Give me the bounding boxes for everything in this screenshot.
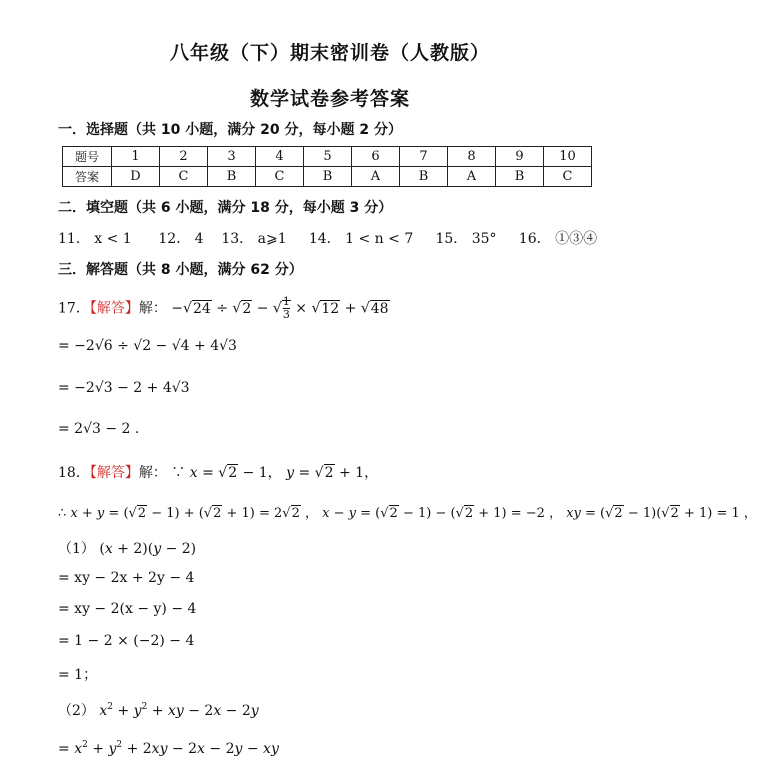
table-cell: C xyxy=(544,167,592,187)
table-cell: A xyxy=(352,167,400,187)
table-row-answers xyxy=(63,167,592,187)
document-subtitle: 数学试卷参考答案 xyxy=(249,88,410,110)
q17-step1: = −2√6 ÷ √2 − √4 + 4√3 xyxy=(58,338,237,354)
table-header-number: 题号 xyxy=(63,147,112,167)
answer-prefix: 解： xyxy=(138,465,167,481)
table-cell: B xyxy=(496,167,544,187)
q18-derived: ∴ x + y = (√2 − 1) + (√2 + 1) = 2√2 ， x − y = (√2 − 1) − (√2 + 1) = −2 ， xy = (√2 − 1)(√2 + 1) = 1 ， xyxy=(58,506,757,521)
table-cell: 4 xyxy=(256,147,304,167)
table-cell: 10 xyxy=(544,147,592,167)
table-row-numbers xyxy=(63,147,592,167)
q18-part1: （1） (x + 2)(y − 2) xyxy=(58,541,197,557)
table-cell: D xyxy=(112,167,160,187)
q18-part1-step1: = xy − 2x + 2y − 4 xyxy=(58,570,195,586)
q17-step3: = 2√3 − 2 . xyxy=(58,421,140,437)
q17-step2: = −2√3 − 2 + 4√3 xyxy=(58,380,190,396)
table-cell: 8 xyxy=(448,147,496,167)
table-cell: A xyxy=(448,167,496,187)
q17-header xyxy=(58,296,390,321)
q18-part1-step2: = xy − 2(x − y) − 4 xyxy=(58,601,197,617)
table-cell: 3 xyxy=(208,147,256,167)
q18-number: 18． xyxy=(58,465,90,481)
table-cell: C xyxy=(256,167,304,187)
section3-heading: 三．解答题（共 8 小题，满分 62 分） xyxy=(58,262,303,278)
table-cell: 9 xyxy=(496,147,544,167)
answer-prefix: 解： xyxy=(138,300,167,317)
table-header-answer: 答案 xyxy=(63,167,112,187)
q17-number: 17． xyxy=(58,300,90,317)
table-cell: 1 xyxy=(112,147,160,167)
q18-part2: （2） $x^2 + y^2$ + xy − 2x − 2y xyxy=(58,702,259,719)
q18-part1-step3: = 1 − 2 × (−2) − 4 xyxy=(58,633,195,649)
table-cell: C xyxy=(160,167,208,187)
fill-in-answers: 11． x < 1 12． 4 13． a⩾1 14． 1 < n < 7 15． 35° 16． ①③④ xyxy=(58,231,598,247)
q18-given: ∵ x = √2 − 1， y = √2 + 1， xyxy=(171,465,379,481)
table-cell: B xyxy=(208,167,256,187)
q18-part1-label: （1） xyxy=(58,541,95,557)
q18-header xyxy=(58,462,378,482)
table-cell: 7 xyxy=(400,147,448,167)
table-cell: 5 xyxy=(304,147,352,167)
q18-part2-step1: = $x^2 + y^2 + 2xy - 2x - 2y$ − xy xyxy=(58,740,279,757)
answer-tag: 【解答】 xyxy=(89,465,139,481)
section2-heading: 二．填空题（共 6 小题，满分 18 分，每小题 3 分） xyxy=(58,200,393,216)
table-cell: B xyxy=(304,167,352,187)
document-title: 八年级（下）期末密训卷（人教版） xyxy=(169,42,490,64)
q17-expression: −√24 ÷ √2 − √ $\frac{1}{3}$ × √12 + √48 xyxy=(171,295,389,321)
q18-part2-label: （2） xyxy=(58,703,95,719)
answer-tag: 【解答】 xyxy=(89,300,139,317)
table-cell: 2 xyxy=(160,147,208,167)
table-cell: B xyxy=(400,167,448,187)
answer-table xyxy=(62,146,592,187)
q18-part1-step4: = 1； xyxy=(58,667,98,683)
table-cell: 6 xyxy=(352,147,400,167)
section1-heading: 一．选择题（共 10 小题，满分 20 分，每小题 2 分） xyxy=(58,122,402,138)
